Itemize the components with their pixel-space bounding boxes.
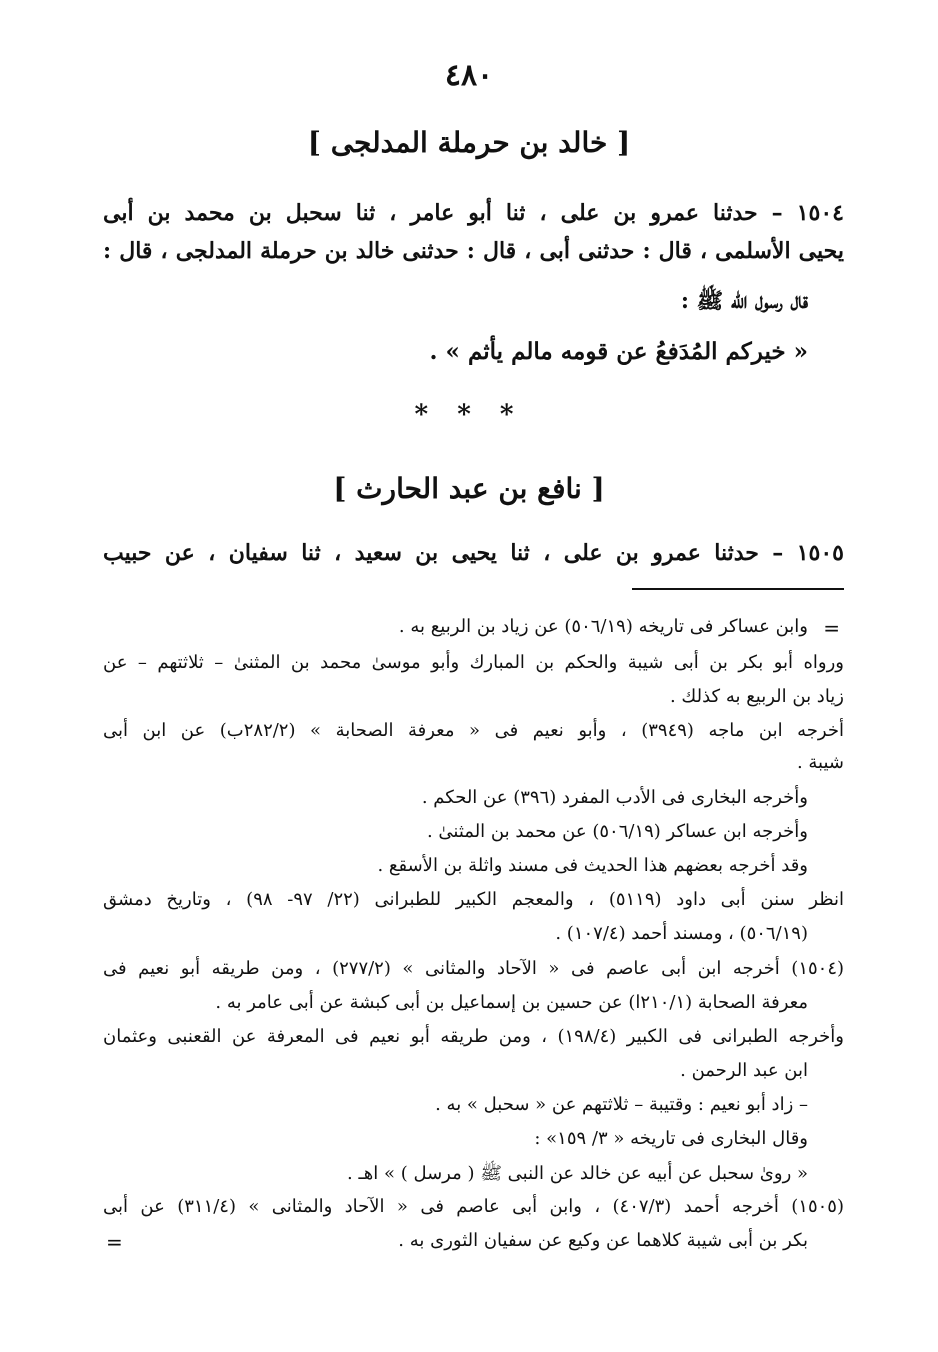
hadith-1504-line-1: ١٥٠٤ – حدثنا عمرو بن على ، ثنا أبو عامر ، ثنا سحبل بن محمد بن أبى bbox=[103, 200, 844, 226]
footnote-line: زياد بن الربيع به كذلك . bbox=[669, 686, 844, 707]
footnote-line: ابن عبد الرحمن . bbox=[680, 1060, 808, 1081]
footnote-line: أخرجه ابن ماجه (٣٩٤٩) ، وأبو نعيم فى « معرفة الصحابة » (٢٨٢/٢ب) عن ابن أبى bbox=[103, 720, 844, 741]
section-separator: * * * bbox=[414, 400, 524, 430]
footnote-line: معرفة الصحابة (٢١٠/١ا) عن حسين بن إسماعيل بن أبى كبشة عن أبى عامر به . bbox=[215, 992, 808, 1013]
hadith-1504-matn: « خيركم المُدَفعُ عن قومه مالم يأثم » . bbox=[429, 338, 808, 365]
hadith-1505-line-1: ١٥٠٥ – حدثنا عمرو بن على ، ثنا يحيى بن سعيد ، ثنا سفيان ، عن حبيب bbox=[103, 540, 844, 566]
footnote-line: وقال البخارى فى تاريخه « ٣/ ١٥٩» : bbox=[534, 1128, 808, 1149]
footnote-divider bbox=[632, 588, 844, 590]
hadith-1504-line-2: يحيى الأسلمى ، قال : حدثنى أبى ، قال : حدثنى خالد بن حرملة المدلجى ، قال : bbox=[103, 238, 844, 264]
footnote-line: « روىٰ سحبل عن أبيه عن خالد عن النبى ﷺ ( مرسل ) » اهـ . bbox=[347, 1163, 808, 1184]
footnote-line: (٥٠٦/١٩) ، ومسند أحمد (١٠٧/٤) . bbox=[555, 923, 808, 944]
section-heading-nafi: [ نافع بن عبد الحارث ] bbox=[333, 472, 605, 505]
section-heading-khalid: [ خالد بن حرملة المدلجى ] bbox=[307, 126, 631, 159]
footnote-line: انظر سنن أبى داود (٥١١٩) ، والمعجم الكبير للطبرانى (٢٢/ ٩٧- ٩٨) ، وتاريخ دمشق bbox=[103, 889, 845, 910]
footnote-line: (١٥٠٥) أخرجه أحمد (٤٠٧/٣) ، وابن أبى عاصم فى « الآحاد والمثانى » (٣١١/٤) عن أبى bbox=[103, 1196, 844, 1217]
page-number: ٤٨٠ bbox=[444, 58, 494, 93]
footnote-line: وأخرجه ابن عساكر (٥٠٦/١٩) عن محمد بن المثنىٰ . bbox=[426, 821, 808, 842]
footnote-line: ورواه أبو بكر بن أبى شيبة والحكم بن المبارك وأبو موسىٰ محمد بن المثنىٰ – ثلاثتهم – عن bbox=[103, 652, 844, 673]
footnote-line: – زاد أبو نعيم : وقتيبة – ثلاثتهم عن « سحبل » به . bbox=[435, 1094, 808, 1115]
footnote-line: وأخرجه الطبرانى فى الكبير (١٩٨/٤) ، ومن طريقه أبو نعيم فى المعرفة عن القعنبى وعثمان bbox=[103, 1026, 844, 1047]
footnote-line: وقد أخرجه بعضهم هذا الحديث فى مسند واثلة بن الأسقع . bbox=[377, 855, 808, 876]
footnote-line: (١٥٠٤) أخرجه ابن أبى عاصم فى « الآحاد والمثانى » (٢٧٧/٢) ، ومن طريقه أبو نعيم فى bbox=[103, 958, 845, 979]
footnote-line: شيبة . bbox=[796, 752, 844, 773]
hadith-1504-line-3: قال رسول الله ﷺ : bbox=[680, 288, 808, 314]
footnote-line: بكر بن أبى شيبة كلاهما عن وكيع عن سفيان الثورى به . bbox=[398, 1230, 808, 1251]
footnote-continues-marker: = bbox=[106, 1230, 123, 1254]
footnote-continuation-marker: = bbox=[823, 616, 840, 640]
footnote-line: وأخرجه البخارى فى الأدب المفرد (٣٩٦) عن الحكم . bbox=[421, 787, 808, 808]
footnote-line: وابن عساكر فى تاريخه (٥٠٦/١٩) عن زياد بن الربيع به . bbox=[398, 616, 808, 637]
